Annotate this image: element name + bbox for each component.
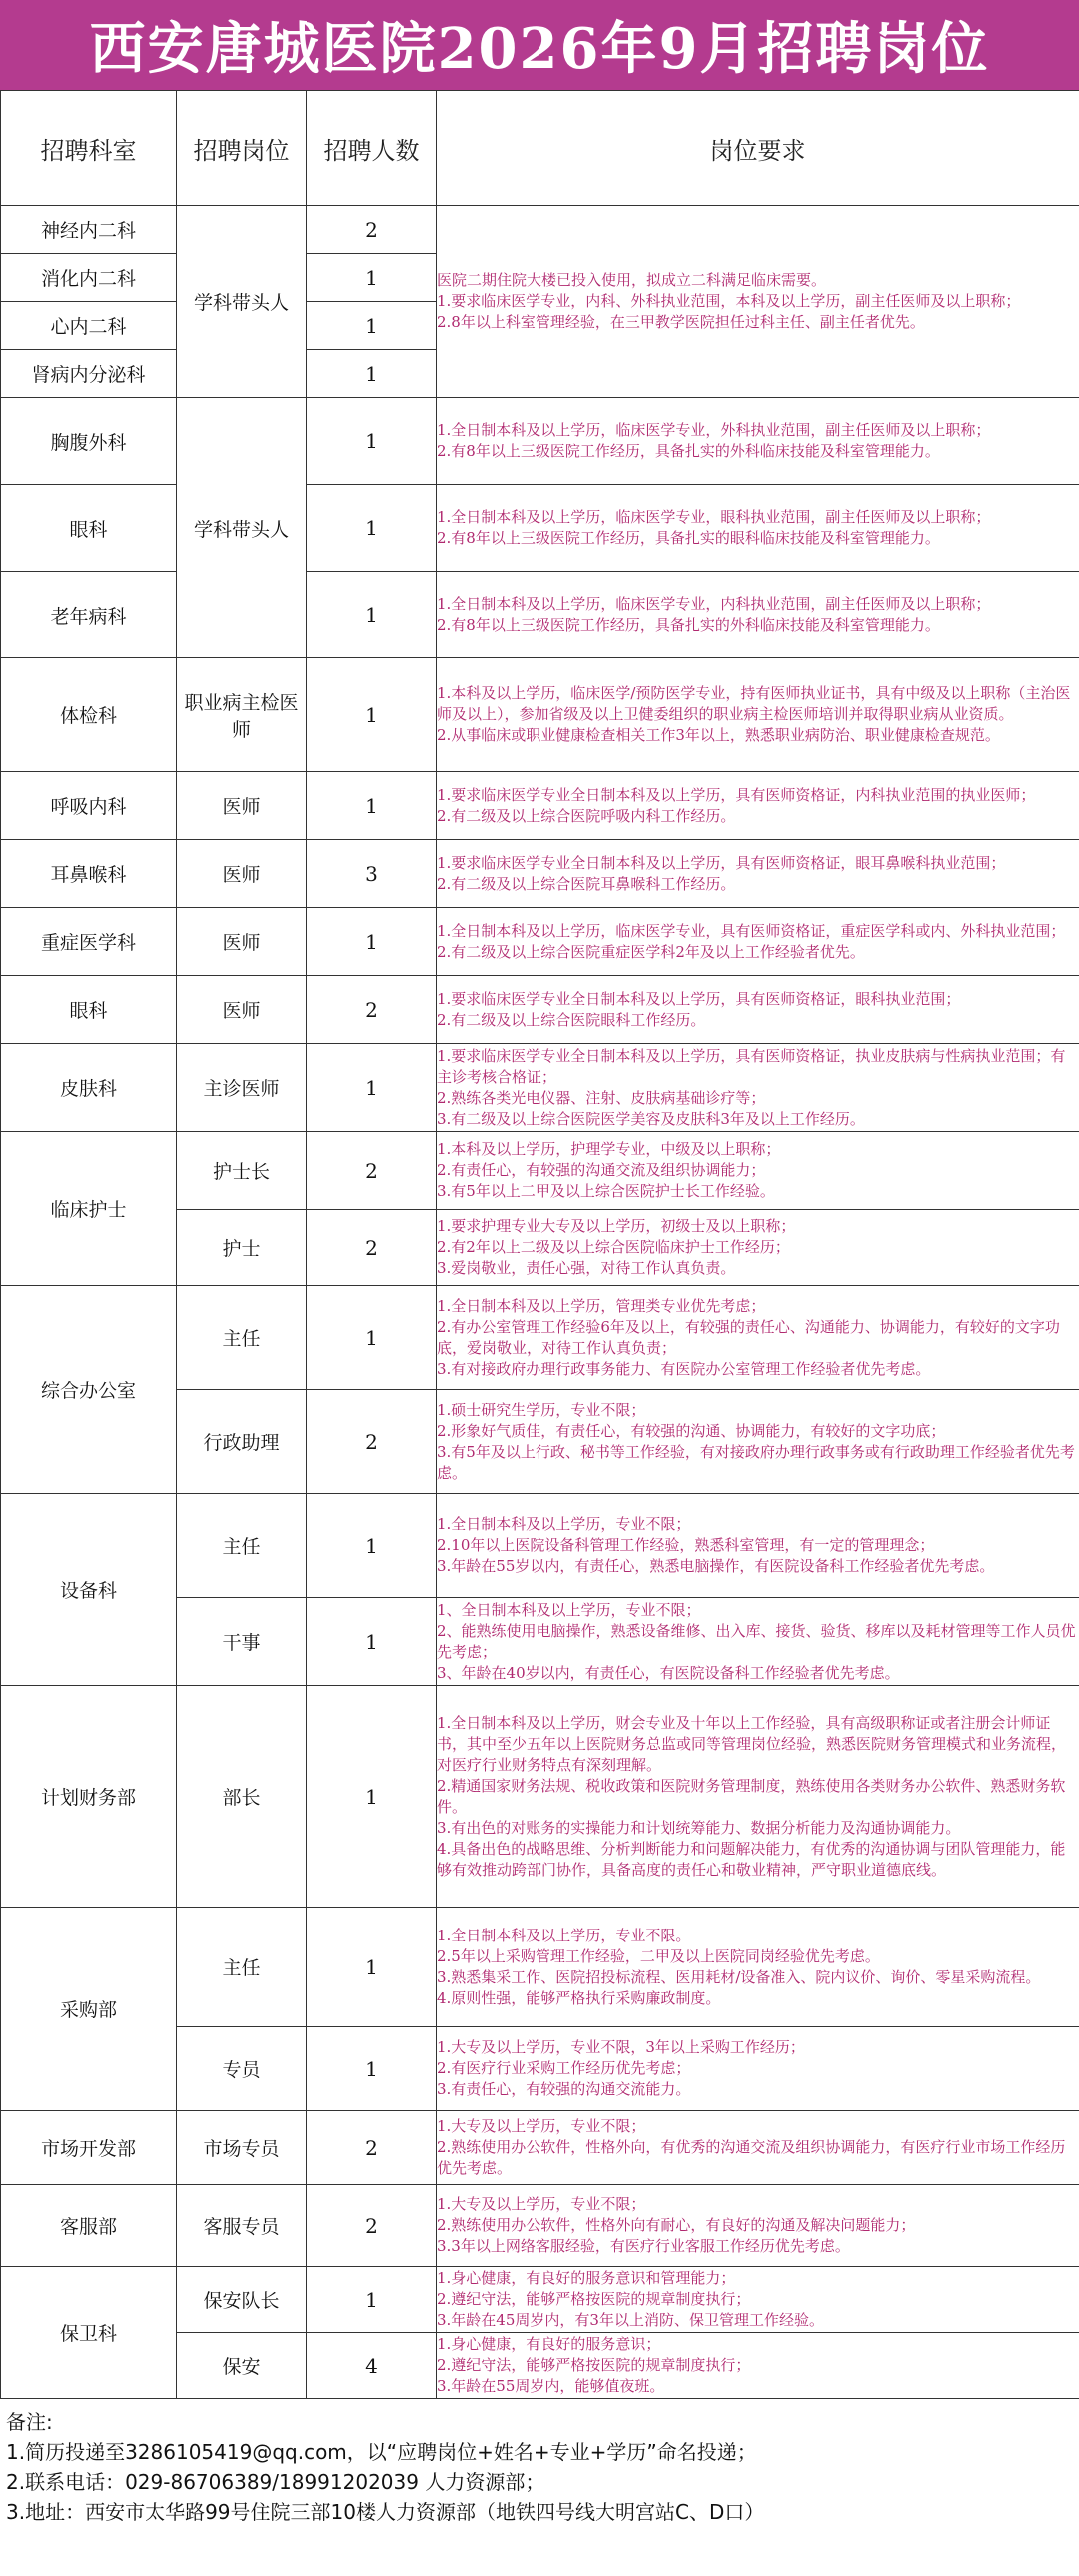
count-cell: 1 xyxy=(307,302,437,350)
department-cell: 保卫科 xyxy=(1,2267,177,2399)
department-cell: 呼吸内科 xyxy=(1,772,177,840)
department-cell: 眼科 xyxy=(1,976,177,1044)
count-cell: 1 xyxy=(307,1686,437,1908)
count-cell: 2 xyxy=(307,1390,437,1494)
count-cell: 1 xyxy=(307,2027,437,2111)
count-cell: 2 xyxy=(307,2111,437,2185)
page-title: 西安唐城医院2026年9月招聘岗位 xyxy=(0,0,1079,90)
department-cell: 耳鼻喉科 xyxy=(1,840,177,908)
requirements-cell: 1.全日制本科及以上学历，专业不限。 2.5年以上采购管理工作经验，二甲及以上医院同岗经验优先考虑。 3.熟悉集采工作、医院招投标流程、医用耗材/设备准入、院内议价、询价、零星采购流程。 4.原则性强，能够严格执行采购廉政制度。 xyxy=(437,1908,1079,2027)
count-cell: 1 xyxy=(307,1286,437,1390)
count-cell: 2 xyxy=(307,2185,437,2267)
position-cell: 主任 xyxy=(177,1494,307,1598)
table-row xyxy=(1,485,1079,572)
table-row xyxy=(1,1494,1079,1598)
count-cell: 1 xyxy=(307,2267,437,2333)
requirements-cell: 1.要求临床医学专业全日制本科及以上学历，具有医师资格证，眼耳鼻喉科执业范围； 2.有二级及以上综合医院耳鼻喉科工作经历。 xyxy=(437,840,1079,908)
table-row xyxy=(1,1686,1079,1908)
requirements-cell: 1.全日制本科及以上学历，专业不限； 2.10年以上医院设备科管理工作经验，熟悉科室管理，有一定的管理理念； 3.年龄在55岁以内，有责任心，熟悉电脑操作，有医院设备科工作经验者优先考虑。 xyxy=(437,1494,1079,1598)
position-cell: 医师 xyxy=(177,840,307,908)
table-row xyxy=(1,572,1079,658)
count-cell: 3 xyxy=(307,840,437,908)
table-row xyxy=(1,840,1079,908)
position-cell: 医师 xyxy=(177,908,307,976)
count-cell: 1 xyxy=(307,485,437,572)
position-cell: 行政助理 xyxy=(177,1390,307,1494)
requirements-cell: 1.要求临床医学专业全日制本科及以上学历，具有医师资格证，内科执业范围的执业医师； 2.有二级及以上综合医院呼吸内科工作经历。 xyxy=(437,772,1079,840)
department-cell: 临床护士 xyxy=(1,1132,177,1286)
position-cell: 医师 xyxy=(177,772,307,840)
requirements-cell: 1.全日制本科及以上学历，临床医学专业，具有医师资格证，重症医学科或内、外科执业范围； 2.有二级及以上综合医院重症医学科2年及以上工作经验者优先。 xyxy=(437,908,1079,976)
position-cell: 主诊医师 xyxy=(177,1044,307,1132)
department-cell: 综合办公室 xyxy=(1,1286,177,1494)
table-row xyxy=(1,908,1079,976)
count-cell: 1 xyxy=(307,1598,437,1686)
header-department: 招聘科室 xyxy=(1,91,177,206)
header-count: 招聘人数 xyxy=(307,91,437,206)
position-cell: 市场专员 xyxy=(177,2111,307,2185)
department-cell: 神经内二科 xyxy=(1,206,177,254)
department-cell: 市场开发部 xyxy=(1,2111,177,2185)
table-row xyxy=(1,206,1079,254)
count-cell: 1 xyxy=(307,908,437,976)
count-cell: 1 xyxy=(307,1908,437,2027)
requirements-cell: 1.全日制本科及以上学历，临床医学专业，内科执业范围，副主任医师及以上职称； 2.有8年以上三级医院工作经历，具备扎实的外科临床技能及科室管理能力。 xyxy=(437,572,1079,658)
position-cell: 护士长 xyxy=(177,1132,307,1210)
table-row xyxy=(1,2267,1079,2333)
requirements-cell: 1、全日制本科及以上学历，专业不限； 2、能熟练使用电脑操作，熟悉设备维修、出入库、接货、验货、移库以及耗材管理等工作人员优先考虑； 3、年龄在40岁以内，有责任心，有医院设备科工作经验者优先考虑。 xyxy=(437,1598,1079,1686)
department-cell: 客服部 xyxy=(1,2185,177,2267)
requirements-cell: 1.全日制本科及以上学历，临床医学专业，眼科执业范围，副主任医师及以上职称； 2.有8年以上三级医院工作经历，具备扎实的眼科临床技能及科室管理能力。 xyxy=(437,485,1079,572)
table-row xyxy=(1,1286,1079,1390)
department-cell: 皮肤科 xyxy=(1,1044,177,1132)
requirements-cell: 1.本科及以上学历，临床医学/预防医学专业，持有医师执业证书，具有中级及以上职称（主治医师及以上），参加省级及以上卫健委组织的职业病主检医师培训并取得职业病从业资质。 2.从事临床或职业健康检查相关工作3年以上，熟悉职业病防治、职业健康检查规范。 xyxy=(437,658,1079,772)
position-cell: 客服专员 xyxy=(177,2185,307,2267)
department-cell: 设备科 xyxy=(1,1494,177,1686)
requirements-cell: 1.身心健康，有良好的服务意识和管理能力； 2.遵纪守法，能够严格按医院的规章制度执行； 3.年龄在45周岁内，有3年以上消防、保卫管理工作经验。 xyxy=(437,2267,1079,2333)
department-cell: 重症医学科 xyxy=(1,908,177,976)
requirements-cell: 1.本科及以上学历，护理学专业，中级及以上职称； 2.有责任心，有较强的沟通交流及组织协调能力； 3.有5年以上二甲及以上综合医院护士长工作经验。 xyxy=(437,1132,1079,1210)
position-cell: 干事 xyxy=(177,1598,307,1686)
position-cell: 职业病主检医师 xyxy=(177,658,307,772)
requirements-cell: 1.全日制本科及以上学历，临床医学专业，外科执业范围，副主任医师及以上职称； 2.有8年以上三级医院工作经历，具备扎实的外科临床技能及科室管理能力。 xyxy=(437,398,1079,485)
count-cell: 2 xyxy=(307,206,437,254)
count-cell: 1 xyxy=(307,350,437,398)
position-cell: 护士 xyxy=(177,1210,307,1286)
notes-phone-line: 2.联系电话：029-86706389/18991202039 人力资源部； xyxy=(6,2470,545,2494)
requirements-cell: 1.身心健康，有良好的服务意识； 2.遵纪守法，能够严格按医院的规章制度执行； 3.年龄在55周岁内，能够值夜班。 xyxy=(437,2333,1079,2399)
requirements-cell: 1.全日制本科及以上学历，管理类专业优先考虑； 2.有办公室管理工作经验6年及以上，有较强的责任心、沟通能力、协调能力，有较好的文字功底，爱岗敬业，对待工作认真负责； 3.有对接政府办理行政事务能力、有医院办公室管理工作经验者优先考虑。 xyxy=(437,1286,1079,1390)
table-row xyxy=(1,1132,1079,1210)
position-cell: 医师 xyxy=(177,976,307,1044)
requirements-cell: 1.大专及以上学历，专业不限； 2.熟练使用办公软件，性格外向有耐心，有良好的沟通及解决问题能力； 3.3年以上网络客服经验，有医疗行业客服工作经历优先考虑。 xyxy=(437,2185,1079,2267)
count-cell: 1 xyxy=(307,572,437,658)
table-row xyxy=(1,398,1079,485)
requirements-cell: 1.大专及以上学历，专业不限，3年以上采购工作经历； 2.有医疗行业采购工作经历优先考虑； 3.有责任心，有较强的沟通交流能力。 xyxy=(437,2027,1079,2111)
table-header-row xyxy=(1,91,1079,206)
count-cell: 2 xyxy=(307,976,437,1044)
requirements-cell: 1.要求临床医学专业全日制本科及以上学历，具有医师资格证，眼科执业范围； 2.有二级及以上综合医院眼科工作经历。 xyxy=(437,976,1079,1044)
count-cell: 2 xyxy=(307,1210,437,1286)
notes-heading: 备注: xyxy=(6,2410,53,2434)
count-cell: 2 xyxy=(307,1132,437,1210)
position-cell: 学科带头人 xyxy=(177,398,307,658)
table-row xyxy=(1,772,1079,840)
count-cell: 1 xyxy=(307,1044,437,1132)
department-cell: 胸腹外科 xyxy=(1,398,177,485)
requirements-cell: 1.要求护理专业大专及以上学历，初级士及以上职称； 2.有2年以上二级及以上综合医院临床护士工作经历； 3.爱岗敬业，责任心强，对待工作认真负责。 xyxy=(437,1210,1079,1286)
requirements-cell: 1.要求临床医学专业全日制本科及以上学历，具有医师资格证，执业皮肤病与性病执业范围；有主诊考核合格证； 2.熟练各类光电仪器、注射、皮肤病基础诊疗等； 3.有二级及以上综合医院医学美容及皮肤科3年及以上工作经历。 xyxy=(437,1044,1079,1132)
notes-address-line: 3.地址：西安市太华路99号住院三部10楼人力资源部（地铁四号线大明宫站C、D口） xyxy=(6,2500,765,2524)
recruitment-table xyxy=(0,90,1079,2399)
notes-email-line: 1.简历投递至3286105419@qq.com，以“应聘岗位+姓名+专业+学历”命名投递； xyxy=(6,2440,757,2464)
department-cell: 体检科 xyxy=(1,658,177,772)
department-cell: 消化内二科 xyxy=(1,254,177,302)
position-cell: 专员 xyxy=(177,2027,307,2111)
table-row xyxy=(1,2111,1079,2185)
position-cell: 保安 xyxy=(177,2333,307,2399)
department-cell: 采购部 xyxy=(1,1908,177,2111)
position-cell: 主任 xyxy=(177,1908,307,2027)
count-cell: 4 xyxy=(307,2333,437,2399)
requirements-cell: 医院二期住院大楼已投入使用，拟成立二科满足临床需要。 1.要求临床医学专业，内科、外科执业范围，本科及以上学历，副主任医师及以上职称； 2.8年以上科室管理经验，在三甲教学医院担任过科主任、副主任者优先。 xyxy=(437,206,1079,398)
department-cell: 老年病科 xyxy=(1,572,177,658)
department-cell: 眼科 xyxy=(1,485,177,572)
department-cell: 心内二科 xyxy=(1,302,177,350)
count-cell: 1 xyxy=(307,772,437,840)
requirements-cell: 1.全日制本科及以上学历，财会专业及十年以上工作经验，具有高级职称证或者注册会计师证书，其中至少五年以上医院财务总监或同等管理岗位经验，熟悉医院财务管理模式和业务流程，对医疗行业财务特点有深刻理解。 2.精通国家财务法规、税收政策和医院财务管理制度，熟练使用各类财务办公软件、熟悉财务软件。 3.有出色的对账务的实操能力和计划统筹能力、数据分析能力及沟通协调能力。 4.具备出色的战略思维、分析判断能力和问题解决能力，有优秀的沟通协调与团队管理能力，能够有效推动跨部门协作，具备高度的责任心和敬业精神，严守职业道德底线。 xyxy=(437,1686,1079,1908)
notes-section xyxy=(0,2399,1079,2535)
table-row xyxy=(1,1908,1079,2027)
header-requirements: 岗位要求 xyxy=(437,91,1079,206)
table-row xyxy=(1,976,1079,1044)
count-cell: 1 xyxy=(307,398,437,485)
requirements-cell: 1.硕士研究生学历，专业不限； 2.形象好气质佳，有责任心，有较强的沟通、协调能力，有较好的文字功底； 3.有5年及以上行政、秘书等工作经验，有对接政府办理行政事务或有行政助理工作经验者优先考虑。 xyxy=(437,1390,1079,1494)
department-cell: 肾病内分泌科 xyxy=(1,350,177,398)
table-row xyxy=(1,658,1079,772)
header-position: 招聘岗位 xyxy=(177,91,307,206)
count-cell: 1 xyxy=(307,658,437,772)
table-row xyxy=(1,2185,1079,2267)
requirements-cell: 1.大专及以上学历，专业不限； 2.熟练使用办公软件，性格外向，有优秀的沟通交流及组织协调能力，有医疗行业市场工作经历优先考虑。 xyxy=(437,2111,1079,2185)
position-cell: 主任 xyxy=(177,1286,307,1390)
position-cell: 保安队长 xyxy=(177,2267,307,2333)
department-cell: 计划财务部 xyxy=(1,1686,177,1908)
count-cell: 1 xyxy=(307,254,437,302)
count-cell: 1 xyxy=(307,1494,437,1598)
position-cell: 学科带头人 xyxy=(177,206,307,398)
table-row xyxy=(1,1044,1079,1132)
position-cell: 部长 xyxy=(177,1686,307,1908)
